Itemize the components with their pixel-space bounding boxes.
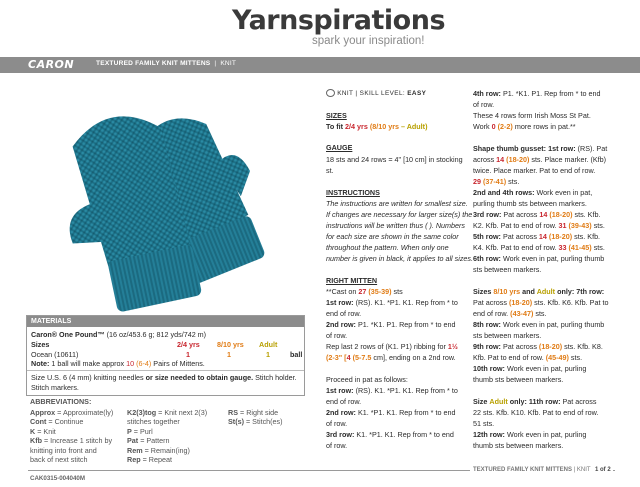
repeat-line-cont: (2-3" [4 (5-7.5 cm], ending on a 2nd row. [326,353,456,362]
row-4-cont: of row. [473,100,495,109]
skill-level: KNIT | SKILL LEVEL: EASY [326,89,426,99]
yarn-line [31,330,206,339]
pat-row-1: 1st row: (RS). K1. *P1. K1. Rep from * to [326,386,458,395]
size-col-2: 8/10 yrs [217,340,244,349]
row-3-cont: K2. Kfb. Pat to end of row. 31 (39-43) sts. [473,221,605,230]
materials-note [31,359,205,368]
sizes-7th-row-c: end of row. (43-47) sts. [473,309,547,318]
gusset-row-1-d: 29 (37-41) sts. [473,177,520,186]
sizes-heading: SIZES [326,111,347,120]
rib-row-2-cont: of row. [326,331,348,340]
rib-row-1: 1st row: (RS). K1. *P1. K1. Rep from * to [326,298,458,307]
instructions-text: for each size are shown in the same color [326,232,459,241]
abbr-row: K = Knit [30,426,56,436]
row-10-cont: thumb sts between markers. [473,375,564,384]
yarn-color: Ocean (10611) [31,350,79,359]
proceed-line: Proceed in pat as follows: [326,375,408,384]
sizes-7th-row-b: Pat across (18-20) sts. Kfb. K6. Kfb. Pat to [473,298,609,307]
amount-1: 1 [186,350,190,359]
pat-row-2-cont: of row. [326,419,348,428]
amount-3: 1 [266,350,270,359]
page-number: 1 of 2 [595,467,611,473]
materials-heading: MATERIALS [27,316,304,327]
title-separator: | [214,60,217,67]
pattern-category: KNIT [220,60,237,67]
gauge-line-1: 18 sts and 24 rows = 4" [10 cm] in stocking [326,155,463,164]
work-more-rows: Work 0 (2-2) more rows in pat.** [473,122,576,131]
title-bar [0,57,640,73]
rib-row-2: 2nd row: P1. *K1. P1. Rep from * to end [326,320,456,329]
abbreviations-col-3 [228,408,308,427]
abbr-row: Rem = Remain(ing) [127,445,190,455]
abbr-row: Cont = Continue [30,417,84,427]
abbr-row: Kfb = Increase 1 stitch by [30,436,113,446]
rows-2-4-cont: purling thumb sts between markers. [473,199,587,208]
abbr-row: Rep = Repeat [127,455,172,465]
gusset-row-1: Shape thumb gusset: 1st row: (RS). Pat [473,144,608,153]
needles-line-1 [31,373,297,382]
rib-row-1-cont: end of row. [326,309,362,318]
instructions-text: If changes are necessary for larger size(s) the [326,210,473,219]
gauge-line-2: st. [326,166,334,175]
note-label: Note: [31,359,50,368]
brand-tagline: spark your inspiration! [312,35,425,47]
gauge-heading: GAUGE [326,143,353,152]
abbr-row: knitting into front and [30,445,97,455]
row-6: 6th row: Work even in pat, purling thumb [473,254,605,263]
instructions-text: instructions will be written thus ( ). Numbers [326,221,466,230]
gusset-row-1-c: twice. Place marker. Pat to end of row. [473,166,596,175]
materials-divider [27,370,304,371]
row-8-cont: sts between markers. [473,331,542,340]
abbreviations-col-1 [30,408,120,464]
needles-text-c: Stitch holder. [255,373,297,382]
size-adult-11th-row: Size Adult only: 11th row: Pat across [473,397,597,406]
instructions-text: number is given in black, it applies to all sizes. [326,254,474,263]
instructions-heading: INSTRUCTIONS [326,188,380,197]
needles-line-2: Stitch markers. [31,383,79,392]
note-text-b: Pairs of Mittens. [153,359,205,368]
row-9-cont: Kfb. Pat to end of row. (45-49) sts. [473,353,583,362]
pattern-title-bar [96,60,236,67]
row-5: 5th row: Pat across 14 (18-20) sts. Kfb. [473,232,601,241]
moss-note: These 4 rows form Irish Moss St Pat. [473,111,591,120]
rows-2-4: 2nd and 4th rows: Work even in pat, [473,188,593,197]
yarnspirations-logo[interactable]: Yarnspirations [232,5,446,36]
size-col-3: Adult [259,340,278,349]
instructions-text: The instructions are written for smallest size. [326,199,468,208]
note-text-a: 1 ball will make approx [51,359,125,368]
abbr-row: Approx = Approximate(ly) [30,408,114,417]
fit-line: To fit 2/4 yrs (8/10 yrs – Adult) [326,122,428,131]
sizes-7th-row: Sizes 8/10 yrs and Adult only: 7th row: [473,287,605,296]
amount-2: 1 [227,350,231,359]
materials-box [26,315,305,396]
pattern-title: TEXTURED FAMILY KNIT MITTENS [96,60,211,67]
pat-row-1-cont: end of row. [326,397,362,406]
needles-text-a: Size U.S. 6 (4 mm) knitting needles [31,373,144,382]
pattern-code: CAK0315-004040M [30,475,86,482]
row-6-cont: sts between markers. [473,265,542,274]
abbr-row: St(s) = Stitch(es) [228,417,283,427]
needles-text-b: or size needed to obtain gauge. [145,373,254,382]
size-col-1: 2/4 yrs [177,340,200,349]
row-9: 9th row: Pat across (18-20) sts. Kfb. K8. [473,342,603,351]
row-3: 3rd row: Pat across 14 (18-20) sts. Kfb. [473,210,601,219]
gusset-row-1-b: across 14 (18-20) sts. Place marker. (Kfb) [473,155,607,164]
note-number-2: (6-4) [136,359,152,368]
brand-header [0,0,640,54]
abbr-row: P = Purl [127,426,153,436]
abbreviations-col-2 [127,408,227,464]
caron-logo: CARON [28,58,75,71]
abbr-row: K2(3)tog = Knit next 2(3) [127,408,208,417]
row-8: 8th row: Work even in pat, purling thumb [473,320,605,329]
sizes-label: Sizes [31,340,50,349]
cast-on-line: **Cast on 27 (35-39) sts [326,287,403,296]
yarn-spec: (16 oz/453.6 g; 812 yds/742 m) [106,330,207,339]
yarn-ball-icon [326,89,335,97]
instructions-text: throughout the pattern. When only one [326,243,449,252]
note-number-1: 10 [126,359,135,368]
footer-title: TEXTURED FAMILY KNIT MITTENS | KNIT [470,467,594,473]
row-5-cont: K4. Kfb. Pat to end of row. 33 (41-45) sts. [473,243,605,252]
row-12: 12th row: Work even in pat, purling [473,430,587,439]
pat-row-3: 3rd row: K1. *P1. K1. Rep from * to end [326,430,454,439]
abbr-row: stitches together [127,417,180,427]
row-10: 10th row: Work even in pat, purling [473,364,587,373]
right-mitten-heading: RIGHT MITTEN [326,276,378,285]
pat-row-3-cont: of row. [326,441,348,450]
mittens-photo [40,82,290,312]
yarn-name: Caron® One Pound™ [31,330,105,339]
size-adult-11th-row-b: 22 sts. Kfb. K10. Kfb. Pat to end of row. [473,408,599,417]
abbreviations-title: ABBREVIATIONS: [30,397,92,406]
row-12-cont: thumb sts between markers. [473,441,564,450]
size-adult-11th-row-c: 51 sts. [473,419,495,428]
abbr-row: Pat = Pattern [127,436,170,446]
amount-unit: ball [290,350,303,359]
abbr-row: back of next stitch [30,455,88,465]
abbr-row: RS = Right side [228,408,279,417]
repeat-line: Rep last 2 rows of (K1. P1) ribbing for 1½ [326,342,458,351]
row-4: 4th row: P1. *K1. P1. Rep from * to end [473,89,601,98]
pat-row-2: 2nd row: K1. *P1. K1. Rep from * to end [326,408,456,417]
